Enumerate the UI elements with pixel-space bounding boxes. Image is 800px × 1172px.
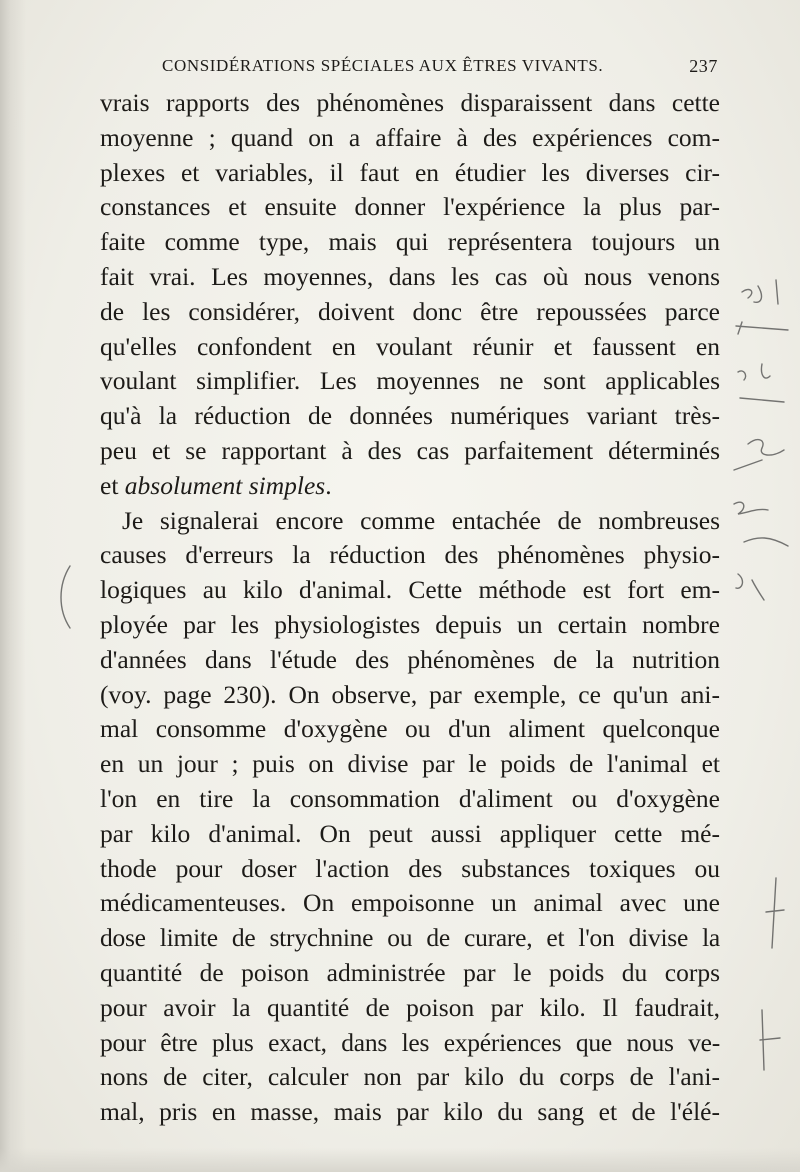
pencil-scribble-mark (744, 538, 788, 546)
text-line: plexes et variables, il faut en étudier les diverses cir- (100, 157, 720, 187)
running-head-title: CONSIDÉRATIONS SPÉCIALES AUX ÊTRES VIVANTS. (162, 56, 604, 75)
text-line: causes d'erreurs la réduction des phénomènes physio- (100, 540, 720, 570)
margin-bracket-mark (61, 566, 70, 628)
pencil-scribble-mark (742, 280, 778, 304)
emphasis-text: absolument simples (124, 470, 326, 500)
text-line: dose limite de strychnine ou de curare, et l'on divise la (100, 923, 720, 953)
text-line: pour être plus exact, dans les expériences que nous ve- (100, 1027, 720, 1057)
text-line: médicamenteuses. On empoisonne un animal avec une (100, 888, 720, 918)
pencil-scribble-mark (734, 440, 784, 470)
text-line: qu'à la réduction de données numériques variant très- (100, 401, 720, 431)
text-line: logiques au kilo d'animal. Cette méthode est fort em- (100, 575, 720, 605)
text-line: qu'elles confondent en voulant réunir et faussent en (100, 331, 720, 361)
text-line: fait vrai. Les moyennes, dans les cas où nous venons (100, 261, 720, 291)
text-line: l'on en tire la consommation d'aliment ou d'oxygène (100, 783, 720, 813)
binding-gutter-shadow (0, 0, 26, 1172)
text-line: peu et se rapportant à des cas parfaitement déterminés (100, 435, 720, 465)
pencil-scribble-mark (736, 322, 788, 334)
text-line: ployée par les physiologistes depuis un certain nombre (100, 609, 720, 639)
pencil-scribble-mark (734, 502, 768, 514)
running-head (162, 56, 722, 80)
text-line: Je signalerai encore comme entachée de nombreuses (122, 505, 720, 535)
text-line: par kilo d'animal. On peut aussi appliquer cette mé- (100, 818, 720, 848)
pencil-vertical-mark (760, 1010, 780, 1070)
text-line: thode pour doser l'action des substances toxiques ou (100, 853, 720, 883)
text-line: d'années dans l'étude des phénomènes de la nutrition (100, 644, 720, 674)
text-line: vrais rapports des phénomènes disparaissent dans cette (100, 88, 720, 117)
pencil-scribble-mark (736, 574, 764, 600)
pencil-vertical-mark (766, 878, 784, 948)
pencil-scribble-mark (738, 364, 784, 402)
text-fragment: et (100, 470, 125, 500)
text-line: en un jour ; puis on divise par le poids de l'animal et (100, 749, 720, 779)
text-line: faite comme type, mais qui représentera toujours un (100, 227, 720, 257)
body-text (100, 86, 720, 1130)
text-fragment: . (325, 470, 332, 500)
text-line: mal consomme d'oxygène ou d'un aliment quelconque (100, 714, 720, 744)
text-line: voulant simplifier. Les moyennes ne sont applicables (100, 366, 720, 396)
text-line (100, 469, 720, 504)
text-line: quantité de poison administrée par le poids du corps (100, 957, 720, 987)
page-number: 237 (689, 56, 718, 76)
text-line: moyenne ; quand on a affaire à des expériences com- (100, 122, 720, 152)
text-line: de les considérer, doivent donc être repoussées parce (100, 296, 720, 326)
text-line: nons de citer, calculer non par kilo du corps de l'ani- (100, 1062, 720, 1092)
text-line: (voy. page 230). On observe, par exemple, ce qu'un ani- (100, 679, 720, 709)
text-line: pour avoir la quantité de poison par kilo. Il faudrait, (100, 992, 720, 1022)
page-bottom-shade (0, 1148, 800, 1172)
paragraph-2 (100, 504, 720, 1130)
text-line: mal, pris en masse, mais par kilo du sang et de l'élé- (100, 1097, 720, 1127)
paragraph-1 (100, 86, 720, 504)
text-line: constances et ensuite donner l'expérience la plus par- (100, 192, 720, 222)
